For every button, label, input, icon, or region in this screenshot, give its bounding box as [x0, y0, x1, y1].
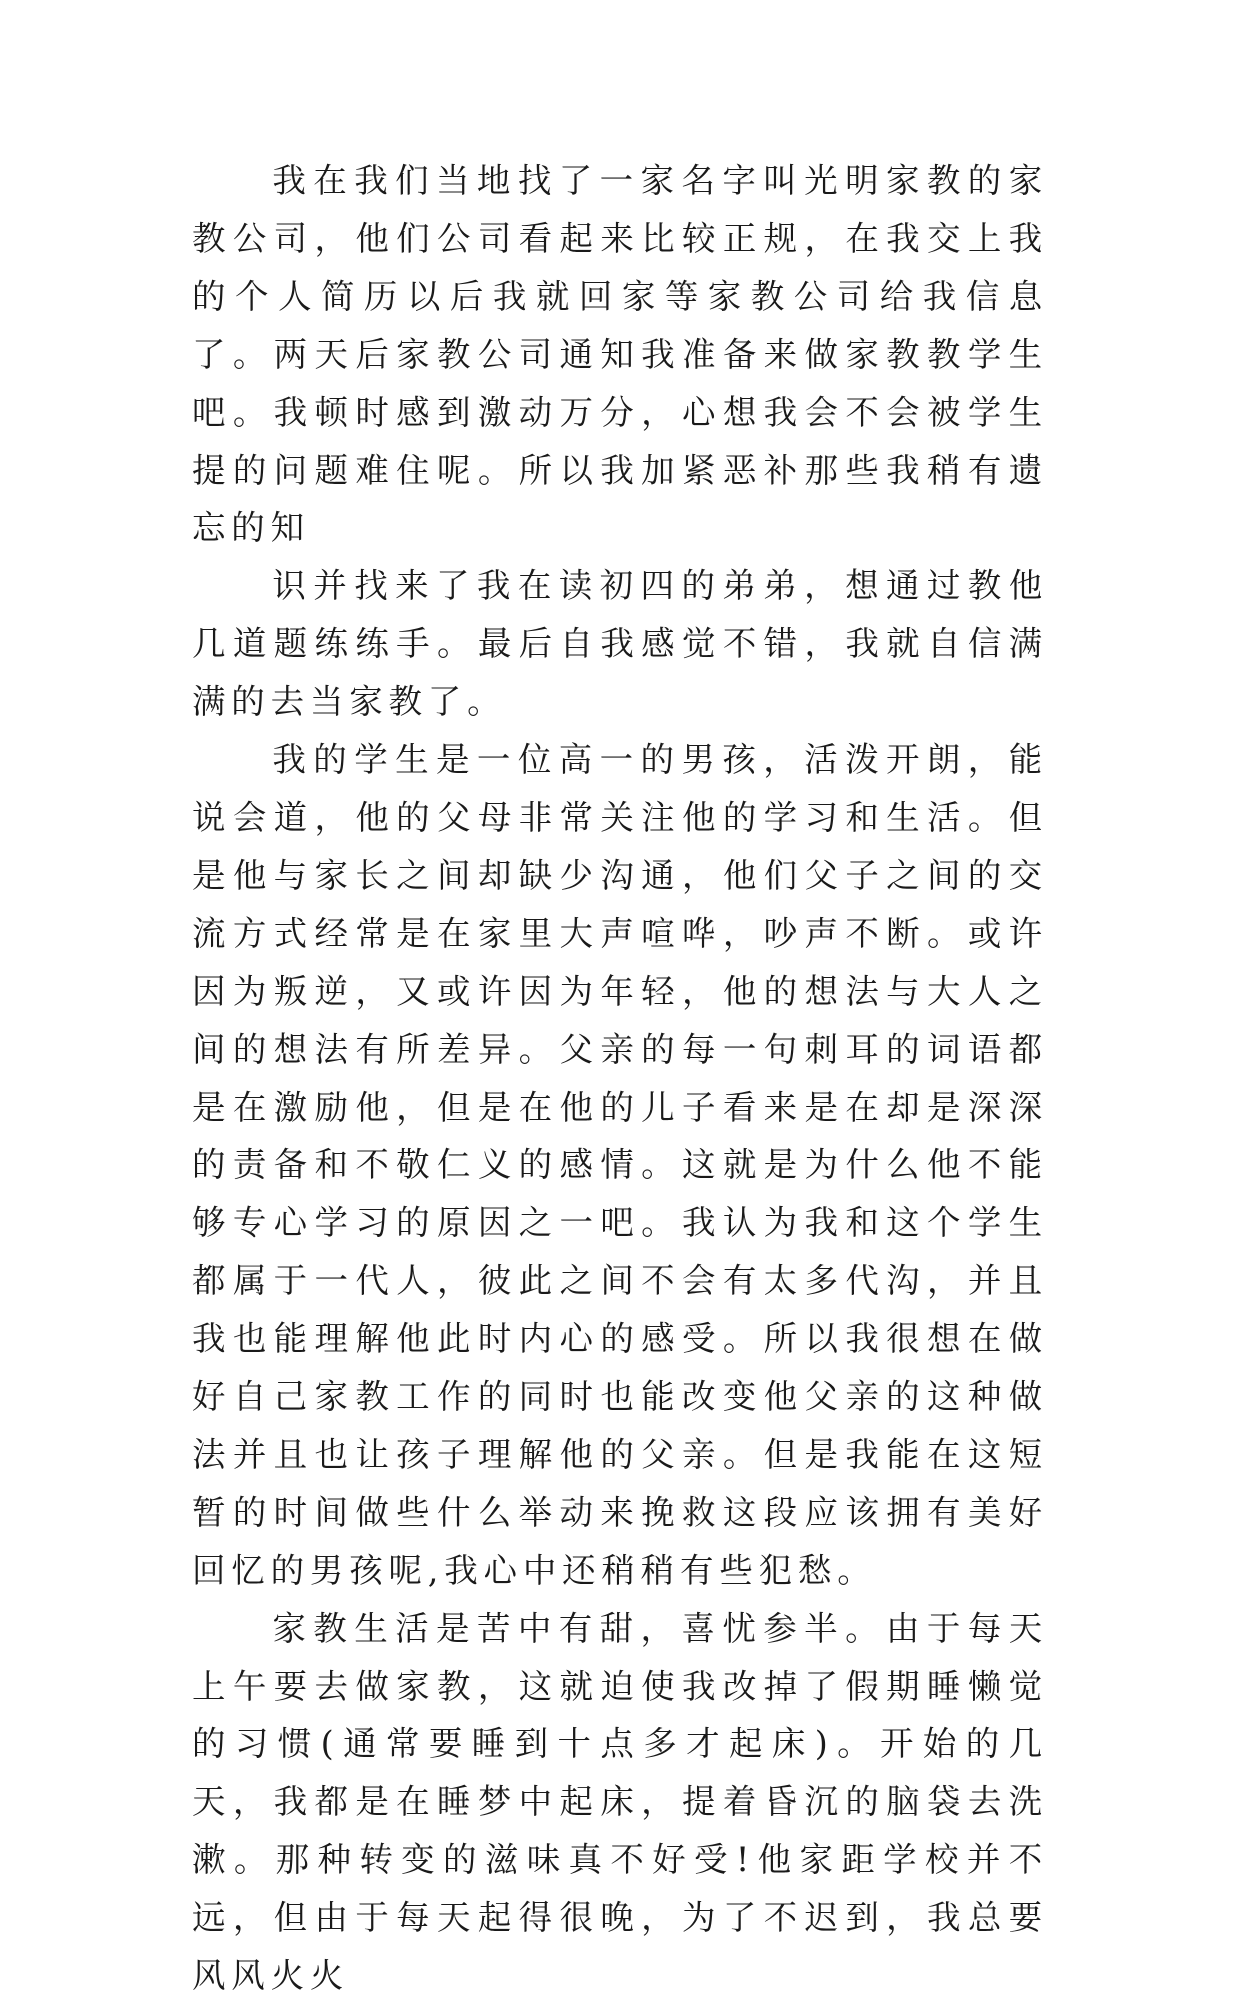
body-text — [192, 152, 1048, 2005]
paragraph-2: 识并找来了我在读初四的弟弟，想通过教他几道题练练手。最后自我感觉不错，我就自信满满的去当家教了。 — [192, 566, 1048, 722]
paragraph-1: 我在我们当地找了一家名字叫光明家教的家教公司，他们公司看起来比较正规，在我交上我的个人简历以后我就回家等家教公司给我信息了。两天后家教公司通知我准备来做家教教学生吧。我顿时感到激动万分，心想我会不会被学生提的问题难住呢。所以我加紧恶补那些我稍有遗忘的知 — [192, 161, 1048, 548]
paragraph-3: 我的学生是一位高一的男孩，活泼开朗，能说会道，他的父母非常关注他的学习和生活。但是他与家长之间却缺少沟通，他们父子之间的交流方式经常是在家里大声喧哗，吵声不断。或许因为叛逆，又或许因为年轻，他的想法与大人之间的想法有所差异。父亲的每一句刺耳的词语都是在激励他，但是在他的儿子看来是在却是深深的责备和不敬仁义的感情。这就是为什么他不能够专心学习的原因之一吧。我认为我和这个学生都属于一代人，彼此之间不会有太多代沟，并且我也能理解他此时内心的感受。所以我很想在做好自己家教工作的同时也能改变他父亲的这种做法并且也让孩子理解他的父亲。但是我能在这短暂的时间做些什么举动来挽救这段应该拥有美好回忆的男孩呢,我心中还稍稍有些犯愁。 — [192, 740, 1048, 1590]
paragraph-4: 家教生活是苦中有甜，喜忧参半。由于每天上午要去做家教，这就迫使我改掉了假期睡懒觉的习惯(通常要睡到十点多才起床)。开始的几天，我都是在睡梦中起床，提着昏沉的脑袋去洗漱。那种转变的滋味真不好受!他家距学校并不远，但由于每天起得很晚，为了不迟到，我总要风风火火 — [192, 1608, 1048, 1996]
